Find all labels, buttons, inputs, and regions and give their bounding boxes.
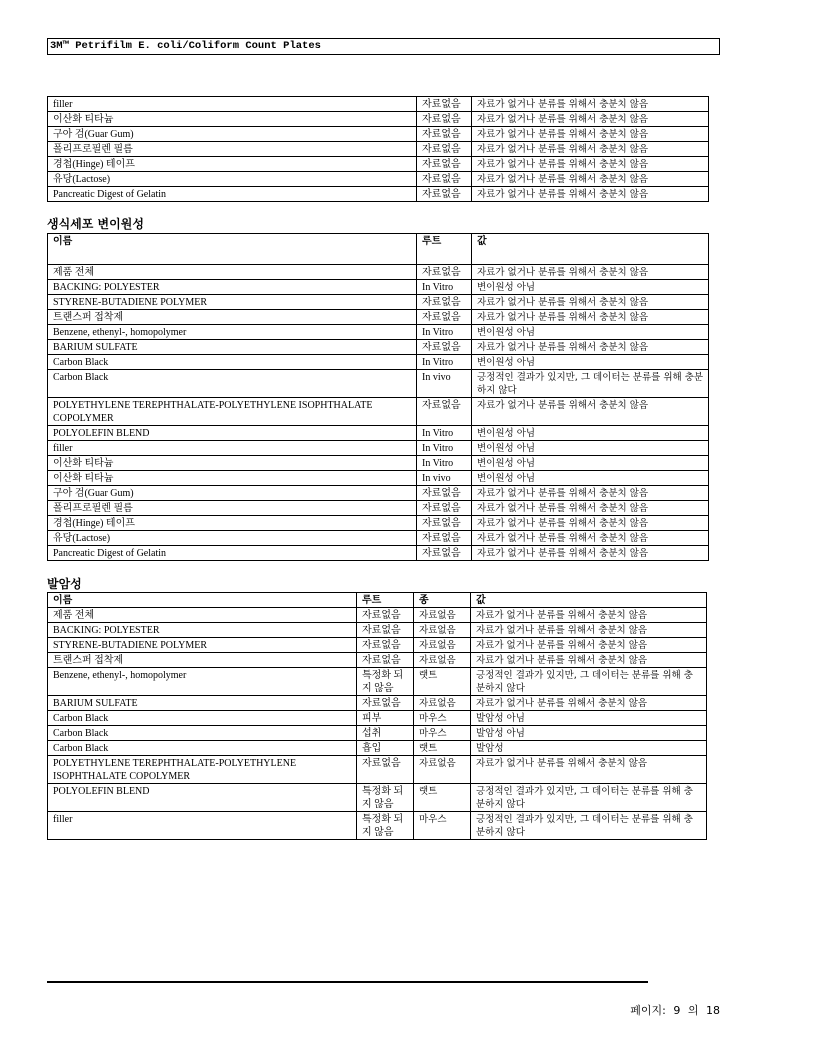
name-cell: Carbon Black	[48, 370, 417, 398]
footer-divider	[47, 981, 648, 983]
species-cell: 마우스	[414, 711, 471, 726]
route-cell: 자료없음	[417, 516, 472, 531]
route-cell: In Vitro	[417, 325, 472, 340]
page-number: 페이지: 9 의 18	[630, 1004, 720, 1017]
route-cell: 자료없음	[417, 501, 472, 516]
value-cell: 자료가 없거나 분류를 위해서 충분치 않음	[472, 127, 709, 142]
name-cell: BACKING: POLYESTER	[48, 623, 357, 638]
table-row	[48, 441, 709, 456]
table-row	[48, 325, 709, 340]
name-cell: filler	[48, 441, 417, 456]
route-cell: 자료없음	[417, 310, 472, 325]
species-cell: 자료없음	[414, 756, 471, 784]
table-row	[48, 711, 707, 726]
name-cell: 경첩(Hinge) 테이프	[48, 157, 417, 172]
species-cell: 자료없음	[414, 623, 471, 638]
table-row	[48, 638, 707, 653]
route-cell: 자료없음	[417, 486, 472, 501]
name-cell: filler	[48, 812, 357, 840]
value-cell: 자료가 없거나 분류를 위해서 충분치 않음	[471, 608, 707, 623]
column-header-value: 값	[471, 593, 707, 608]
value-cell: 긍정적인 결과가 있지만, 그 데이터는 분류를 위해 충분하지 않다	[471, 812, 707, 840]
value-cell: 긍정적인 결과가 있지만, 그 데이터는 분류를 위해 충분하지 않다	[472, 370, 709, 398]
value-cell: 자료가 없거나 분류를 위해서 충분치 않음	[472, 295, 709, 310]
name-cell: BARIUM SULFATE	[48, 696, 357, 711]
name-cell: Carbon Black	[48, 741, 357, 756]
name-cell: 폴리프로필렌 필름	[48, 142, 417, 157]
table-row	[48, 623, 707, 638]
name-cell: 유당(Lactose)	[48, 531, 417, 546]
name-cell: 트랜스퍼 접착제	[48, 653, 357, 668]
table-row	[48, 112, 709, 127]
route-cell: 자료없음	[357, 756, 414, 784]
value-cell: 변이원성 아님	[472, 456, 709, 471]
value-cell: 자료가 없거나 분류를 위해서 충분치 않음	[472, 340, 709, 355]
table-row	[48, 486, 709, 501]
table-row	[48, 187, 709, 202]
table-row	[48, 280, 709, 295]
value-cell: 자료가 없거나 분류를 위해서 충분치 않음	[472, 187, 709, 202]
table-row	[48, 340, 709, 355]
value-cell: 자료가 없거나 분류를 위해서 충분치 않음	[472, 310, 709, 325]
value-cell: 자료가 없거나 분류를 위해서 충분치 않음	[472, 531, 709, 546]
table-row	[48, 398, 709, 426]
species-cell: 마우스	[414, 812, 471, 840]
route-cell: In vivo	[417, 370, 472, 398]
value-cell: 발암성 아님	[471, 726, 707, 741]
table-row	[48, 516, 709, 531]
name-cell: Pancreatic Digest of Gelatin	[48, 187, 417, 202]
name-cell: STYRENE-BUTADIENE POLYMER	[48, 295, 417, 310]
species-cell: 랫트	[414, 741, 471, 756]
route-cell: 흡입	[357, 741, 414, 756]
route-cell: 자료없음	[417, 398, 472, 426]
name-cell: Carbon Black	[48, 726, 357, 741]
route-cell: 자료없음	[357, 623, 414, 638]
route-cell: 피부	[357, 711, 414, 726]
route-cell: 자료없음	[357, 638, 414, 653]
name-cell: POLYETHYLENE TEREPHTHALATE-POLYETHYLENE ISOPHTHALATE COPOLYMER	[48, 756, 357, 784]
table-row	[48, 756, 707, 784]
column-header-route: 루트	[417, 234, 472, 265]
continued-toxicity-table	[47, 96, 709, 202]
section-heading-germ-cell-mutagenicity: 생식세포 변이원성	[47, 217, 144, 231]
table-row	[48, 142, 709, 157]
value-cell: 변이원성 아님	[472, 441, 709, 456]
column-header-name: 이름	[48, 593, 357, 608]
value-cell: 자료가 없거나 분류를 위해서 충분치 않음	[471, 623, 707, 638]
route-cell: In vivo	[417, 471, 472, 486]
value-cell: 자료가 없거나 분류를 위해서 충분치 않음	[472, 501, 709, 516]
value-cell: 자료가 없거나 분류를 위해서 충분치 않음	[472, 398, 709, 426]
route-cell: 특정화 되지 않음	[357, 812, 414, 840]
name-cell: BARIUM SULFATE	[48, 340, 417, 355]
name-cell: 구아 검(Guar Gum)	[48, 127, 417, 142]
species-cell: 자료없음	[414, 653, 471, 668]
value-cell: 발암성	[471, 741, 707, 756]
name-cell: 경첩(Hinge) 테이프	[48, 516, 417, 531]
route-cell: 자료없음	[417, 340, 472, 355]
table-row	[48, 127, 709, 142]
value-cell: 자료가 없거나 분류를 위해서 충분치 않음	[472, 516, 709, 531]
name-cell: 제품 전체	[48, 608, 357, 623]
name-cell: Benzene, ethenyl-, homopolymer	[48, 668, 357, 696]
route-cell: 자료없음	[417, 157, 472, 172]
route-cell: In Vitro	[417, 355, 472, 370]
value-cell: 변이원성 아님	[472, 471, 709, 486]
name-cell: 구아 검(Guar Gum)	[48, 486, 417, 501]
name-cell: POLYOLEFIN BLEND	[48, 426, 417, 441]
table-row	[48, 531, 709, 546]
table-row	[48, 355, 709, 370]
route-cell: 자료없음	[357, 653, 414, 668]
table-header-row	[48, 593, 707, 608]
table-row	[48, 726, 707, 741]
name-cell: filler	[48, 97, 417, 112]
value-cell: 자료가 없거나 분류를 위해서 충분치 않음	[472, 486, 709, 501]
species-cell: 랫트	[414, 668, 471, 696]
name-cell: Benzene, ethenyl-, homopolymer	[48, 325, 417, 340]
document-title: 3M™ Petrifilm E. coli/Coliform Count Plates	[47, 38, 720, 55]
table-row	[48, 157, 709, 172]
species-cell: 자료없음	[414, 638, 471, 653]
table-row	[48, 172, 709, 187]
name-cell: STYRENE-BUTADIENE POLYMER	[48, 638, 357, 653]
route-cell: In Vitro	[417, 426, 472, 441]
value-cell: 긍정적인 결과가 있지만, 그 데이터는 분류를 위해 충분하지 않다	[471, 784, 707, 812]
route-cell: In Vitro	[417, 456, 472, 471]
name-cell: POLYETHYLENE TEREPHTHALATE-POLYETHYLENE ISOPHTHALATE COPOLYMER	[48, 398, 417, 426]
species-cell: 자료없음	[414, 608, 471, 623]
value-cell: 자료가 없거나 분류를 위해서 충분치 않음	[471, 696, 707, 711]
route-cell: 자료없음	[417, 531, 472, 546]
table-row	[48, 501, 709, 516]
table-row	[48, 546, 709, 561]
route-cell: 특정화 되지 않음	[357, 668, 414, 696]
table-row	[48, 784, 707, 812]
column-header-route: 루트	[357, 593, 414, 608]
value-cell: 긍정적인 결과가 있지만, 그 데이터는 분류를 위해 충분하지 않다	[471, 668, 707, 696]
route-cell: 섭취	[357, 726, 414, 741]
table-row	[48, 456, 709, 471]
route-cell: In Vitro	[417, 280, 472, 295]
table-row	[48, 310, 709, 325]
route-cell: 자료없음	[417, 546, 472, 561]
table-row	[48, 265, 709, 280]
value-cell: 자료가 없거나 분류를 위해서 충분치 않음	[472, 172, 709, 187]
value-cell: 자료가 없거나 분류를 위해서 충분치 않음	[471, 638, 707, 653]
table-row	[48, 97, 709, 112]
value-cell: 자료가 없거나 분류를 위해서 충분치 않음	[471, 756, 707, 784]
species-cell: 랫트	[414, 784, 471, 812]
value-cell: 자료가 없거나 분류를 위해서 충분치 않음	[472, 97, 709, 112]
route-cell: 자료없음	[417, 172, 472, 187]
carcinogenicity-table	[47, 592, 707, 840]
name-cell: 제품 전체	[48, 265, 417, 280]
value-cell: 변이원성 아님	[472, 325, 709, 340]
name-cell: Carbon Black	[48, 711, 357, 726]
table-row	[48, 370, 709, 398]
route-cell: 특정화 되지 않음	[357, 784, 414, 812]
table-row	[48, 696, 707, 711]
name-cell: 트랜스퍼 접착제	[48, 310, 417, 325]
species-cell: 마우스	[414, 726, 471, 741]
route-cell: In Vitro	[417, 441, 472, 456]
value-cell: 발암성 아님	[471, 711, 707, 726]
table-row	[48, 668, 707, 696]
table-row	[48, 741, 707, 756]
route-cell: 자료없음	[417, 127, 472, 142]
name-cell: 유당(Lactose)	[48, 172, 417, 187]
section-heading-carcinogenicity: 발암성	[47, 577, 82, 591]
column-header-value: 값	[472, 234, 709, 265]
name-cell: 이산화 티타늄	[48, 112, 417, 127]
table-row	[48, 608, 707, 623]
route-cell: 자료없음	[357, 608, 414, 623]
name-cell: 폴리프로필렌 필름	[48, 501, 417, 516]
route-cell: 자료없음	[417, 265, 472, 280]
route-cell: 자료없음	[417, 112, 472, 127]
column-header-species: 종	[414, 593, 471, 608]
name-cell: 이산화 티타늄	[48, 471, 417, 486]
name-cell: POLYOLEFIN BLEND	[48, 784, 357, 812]
table-row	[48, 471, 709, 486]
name-cell: Pancreatic Digest of Gelatin	[48, 546, 417, 561]
name-cell: Carbon Black	[48, 355, 417, 370]
route-cell: 자료없음	[417, 295, 472, 310]
value-cell: 자료가 없거나 분류를 위해서 충분치 않음	[472, 142, 709, 157]
value-cell: 변이원성 아님	[472, 280, 709, 295]
species-cell: 자료없음	[414, 696, 471, 711]
value-cell: 자료가 없거나 분류를 위해서 충분치 않음	[472, 265, 709, 280]
value-cell: 자료가 없거나 분류를 위해서 충분치 않음	[472, 112, 709, 127]
name-cell: 이산화 티타늄	[48, 456, 417, 471]
value-cell: 자료가 없거나 분류를 위해서 충분치 않음	[471, 653, 707, 668]
column-header-name: 이름	[48, 234, 417, 265]
route-cell: 자료없음	[417, 187, 472, 202]
name-cell: BACKING: POLYESTER	[48, 280, 417, 295]
value-cell: 변이원성 아님	[472, 426, 709, 441]
germ-cell-mutagenicity-table	[47, 233, 709, 561]
table-row	[48, 426, 709, 441]
table-row	[48, 653, 707, 668]
value-cell: 변이원성 아님	[472, 355, 709, 370]
route-cell: 자료없음	[417, 97, 472, 112]
value-cell: 자료가 없거나 분류를 위해서 충분치 않음	[472, 157, 709, 172]
table-row	[48, 812, 707, 840]
route-cell: 자료없음	[357, 696, 414, 711]
route-cell: 자료없음	[417, 142, 472, 157]
value-cell: 자료가 없거나 분류를 위해서 충분치 않음	[472, 546, 709, 561]
table-row	[48, 295, 709, 310]
table-header-row	[48, 234, 709, 265]
